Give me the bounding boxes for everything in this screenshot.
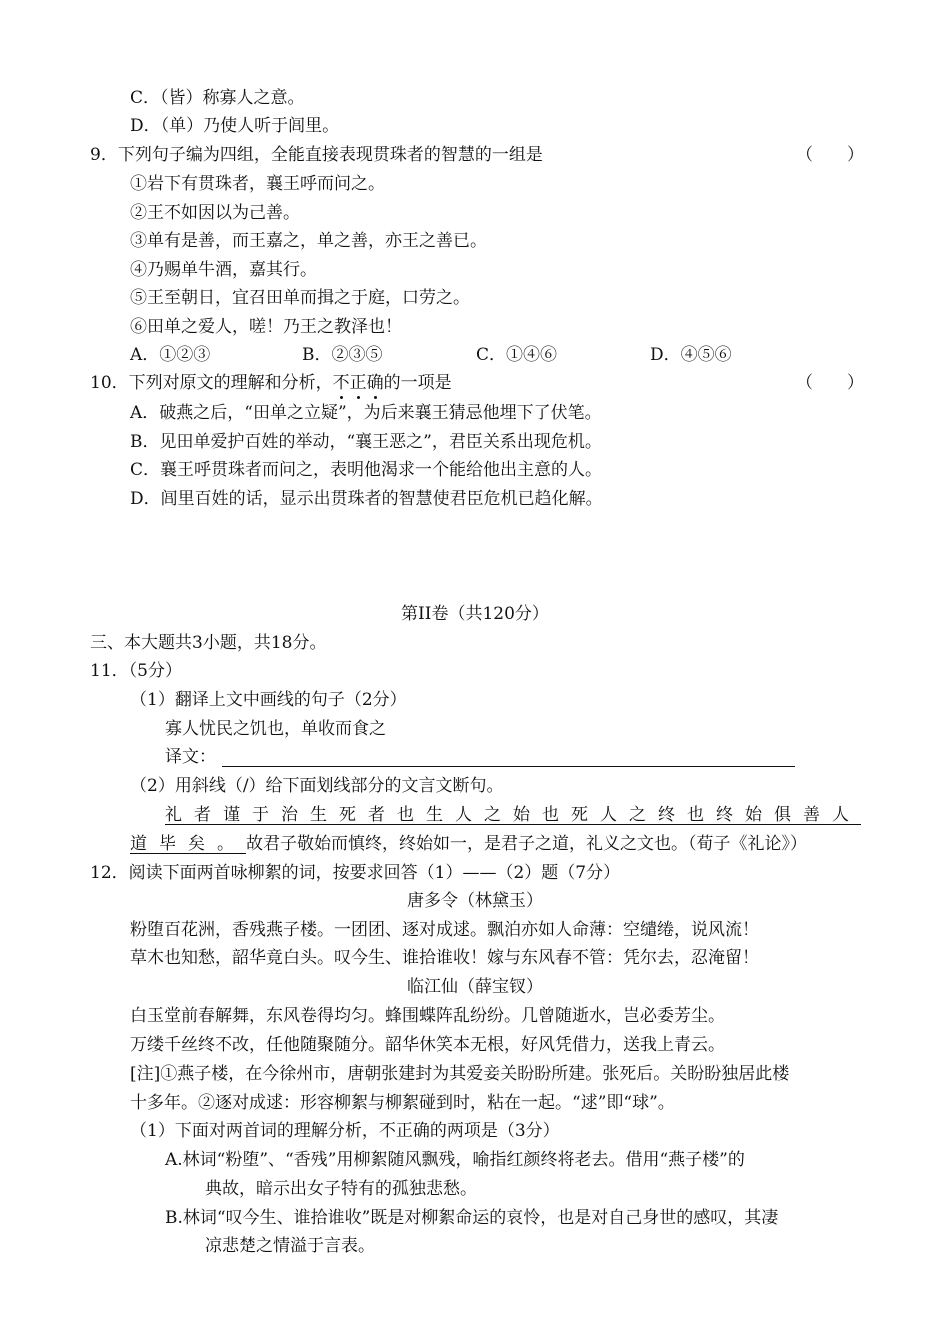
q12-sub1: （1）下面对两首词的理解分析，不正确的两项是（3分） (130, 1121, 560, 1141)
q9-option-b: B．②③⑤ (302, 345, 383, 365)
q10-stem-pre: 10．下列对原文的理解和分析， (90, 373, 333, 393)
q11-answer-label: 译文： (165, 747, 216, 767)
q9-option-a: A．①②③ (130, 345, 211, 365)
poem1-line1: 粉堕百花洲，香残燕子楼。一团团、逐对成逑。飘泊亦如人命薄：空缱绻，说风流！ (130, 920, 759, 940)
poem1-line2: 草木也知愁，韶华竟白头。叹今生、谁拾谁收！嫁与东风春不管：凭尔去，忍淹留！ (130, 948, 759, 968)
q8-option-c: C．（皆）称寡人之意。 (130, 88, 305, 108)
q9-option-c: C．①④⑥ (476, 345, 558, 365)
q9-item-5: ⑤王至朝日，宜召田单而揖之于庭，口劳之。 (130, 288, 470, 308)
q12-option-b-line2: 凉悲楚之情溢于言表。 (205, 1236, 375, 1256)
q11-heading: 11．（5分） (90, 661, 182, 681)
part2-title: 第II卷（共120分） (401, 604, 549, 624)
q10-emphasis-2: 正 (349, 373, 367, 393)
q12-option-a-line2: 典故，暗示出女子特有的孤独悲愁。 (205, 1179, 477, 1199)
q9-item-2: ②王不如因以为己善。 (130, 203, 300, 223)
note-line1: [注]①燕子楼，在今徐州市，唐朝张建封为其爱妾关盼盼所建。张死后。关盼盼独居此楼 (130, 1064, 790, 1084)
q11-passage-line2-underlined: 道毕矣。 (130, 834, 246, 854)
q10-stem (90, 373, 452, 393)
q10-emphasis-3: 确 (366, 373, 384, 393)
q11-passage-line2-rest: 故君子敬始而慎终，终始如一，是君子之道，礼义之文也。（荀子《礼论》） (246, 834, 807, 854)
poem1-title: 唐多令（林黛玉） (407, 891, 543, 911)
q9-item-3: ③单有是善，而王嘉之，单之善，亦王之善已。 (130, 231, 487, 251)
poem2-title: 临江仙（薛宝钗） (407, 977, 543, 997)
q11-sub1: （1）翻译上文中画线的句子（2分） (130, 690, 407, 710)
q12-stem: 12．阅读下面两首咏柳絮的词，按要求回答（1）——（2）题（7分） (90, 863, 621, 883)
q9-option-d: D．④⑤⑥ (650, 345, 732, 365)
section3-heading: 三、本大题共3小题，共18分。 (90, 633, 327, 653)
q10-option-c: C．襄王呼贯珠者而问之，表明他渴求一个能给他出主意的人。 (130, 460, 603, 480)
q11-sub2: （2）用斜线（/）给下面划线部分的文言文断句。 (130, 776, 504, 796)
q11-answer-line[interactable] (222, 766, 795, 767)
q10-emphasis-1: 不 (332, 373, 350, 393)
poem2-line2: 万缕千丝终不改，任他随聚随分。韶华休笑本无根，好风凭借力，送我上青云。 (130, 1035, 725, 1055)
q10-answer-paren: （ ） (796, 373, 864, 393)
q10-option-d: D．闾里百姓的话，显示出贯珠者的智慧使君臣危机已趋化解。 (130, 489, 603, 509)
q10-option-b: B．见田单爱护百姓的举动，“襄王恶之”，君臣关系出现危机。 (130, 432, 602, 452)
note-line2: 十多年。②逐对成逑：形容柳絮与柳絮碰到时，粘在一起。“逑”即“球”。 (130, 1093, 675, 1113)
q9-item-1: ①岩下有贯珠者，襄王呼而问之。 (130, 174, 385, 194)
q10-option-a: A．破燕之后，“田单之立疑”，为后来襄王猜忌他埋下了伏笔。 (130, 403, 602, 423)
q9-item-6: ⑥田单之爱人，嗟！乃王之教泽也！ (130, 317, 402, 337)
q11-passage-line1: 礼者谨于治生死者也生人之始也死人之终也终始俱善人 (165, 805, 861, 825)
q8-option-d: D．（单）乃使人听于闾里。 (130, 116, 340, 136)
q12-option-b-line1: B.林词“叹今生、谁拾谁收”既是对柳絮命运的哀怜，也是对自己身世的感叹，其凄 (165, 1208, 779, 1228)
q10-stem-post: 的一项是 (383, 373, 452, 393)
poem2-line1: 白玉堂前春解舞，东风卷得均匀。蜂围蝶阵乱纷纷。几曾随逝水，岂必委芳尘。 (130, 1006, 725, 1026)
q9-stem: 9．下列句子编为四组，全能直接表现贯珠者的智慧的一组是 (90, 145, 543, 165)
q9-item-4: ④乃赐单牛酒，嘉其行。 (130, 260, 317, 280)
q12-option-a-line1: A.林词“粉堕”、“香残”用柳絮随风飘残，喻指红颜终将老去。借用“燕子楼”的 (165, 1150, 745, 1170)
q9-answer-paren: （ ） (796, 145, 864, 165)
q11-passage-line2 (130, 834, 807, 854)
q11-sentence: 寡人忧民之饥也，单收而食之 (165, 719, 386, 739)
